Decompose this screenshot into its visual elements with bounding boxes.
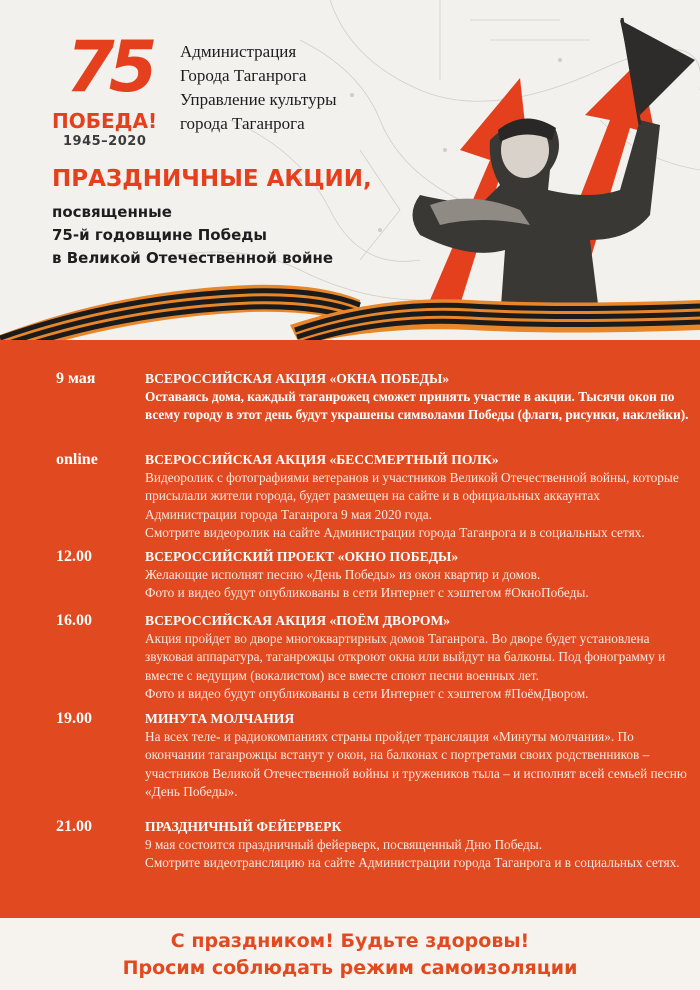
event-heading: МИНУТА МОЛЧАНИЯ: [145, 711, 295, 726]
event-time: 9 мая: [56, 370, 96, 387]
event-heading: ПРАЗДНИЧНЫЙ ФЕЙЕРВЕРК: [145, 819, 342, 834]
organizer-line: Города Таганрога: [180, 66, 307, 85]
event-note: Смотрите видеотрансляцию на сайте Администрации города Таганрога и в социальных сетях.: [145, 855, 680, 871]
event-heading: ВСЕРОССИЙСКАЯ АКЦИЯ «ПОЁМ ДВОРОМ»: [145, 613, 451, 628]
logo-number: 75: [66, 26, 152, 108]
victory-75-logo: [52, 22, 162, 152]
event-note: Смотрите видеоролик на сайте Администрации города Таганрога и в социальных сетях.: [145, 524, 645, 540]
event-time: 12.00: [56, 548, 92, 565]
event-time: 16.00: [56, 612, 92, 629]
footer-message: [0, 918, 700, 990]
event-note: Фото и видео будут опубликованы в сети Интернет с хэштегом #ОкноПобеды.: [145, 585, 589, 601]
page-subtitle: [52, 201, 333, 270]
event-time: 21.00: [56, 818, 92, 835]
event-description: Акция пройдет во дворе многоквартирных домов Таганрога. Во дворе будет установлена звуковая аппаратура, таганрожцы откроют окна или выйдут на балконы. Под фонограмму и вместе с ведущим (вокалистом) все вместе споют песни военных лет.: [145, 631, 666, 683]
event-content: [145, 612, 690, 703]
event-content: [145, 451, 690, 542]
event-content: [145, 710, 690, 801]
page-title: ПРАЗДНИЧНЫЕ АКЦИИ,: [52, 166, 372, 192]
subtitle-line: в Великой Отечественной войне: [52, 249, 333, 267]
event-heading: ВСЕРОССИЙСКИЙ ПРОЕКТ «ОКНО ПОБЕДЫ»: [145, 549, 459, 564]
organizer-line: Управление культуры: [180, 90, 337, 109]
logo-years: 1945–2020: [63, 134, 147, 149]
event-heading: ВСЕРОССИЙСКАЯ АКЦИЯ «ОКНА ПОБЕДЫ»: [145, 371, 450, 386]
organizer-block: [180, 40, 337, 136]
organizer-line: города Таганрога: [180, 114, 305, 133]
event-description: Оставаясь дома, каждый таганрожец сможет принять участие в акции. Тысячи окон по всему городу в этот день будут украшены символами Победы (флаги, рисунки, наклейки).: [145, 389, 689, 423]
event-description: Желающие исполнят песню «День Победы» из окон квартир и домов.: [145, 567, 541, 583]
event-heading: ВСЕРОССИЙСКАЯ АКЦИЯ «БЕССМЕРТНЫЙ ПОЛК»: [145, 452, 499, 467]
event-content: [145, 548, 690, 603]
event-description: На всех теле- и радиокомпаниях страны пройдет трансляция «Минуты молчания». По окончании таганрожцы встанут у окон, на балконах с портретами своих родственников – участников Великой Отечественной войны и тружеников тыла – и исполнят всей семьей песню «День Победы».: [145, 729, 687, 799]
event-time: online: [56, 451, 98, 468]
event-description: 9 мая состоится праздничный фейерверк, посвященный Дню Победы.: [145, 837, 543, 853]
event-content: [145, 818, 690, 873]
events-program: [0, 340, 700, 918]
event-description: Видеоролик с фотографиями ветеранов и участников Великой Отечественной войны, которые присылали жители города, будет размещен на сайте и в официальных аккаунтах Администрации города Таганрога 9 мая 2020 года.: [145, 470, 679, 522]
poster-header: [0, 0, 700, 360]
footer-notice: Просим соблюдать режим самоизоляции: [122, 957, 578, 979]
footer-greeting: С праздником! Будьте здоровы!: [170, 930, 530, 952]
event-note: Фото и видео будут опубликованы в сети Интернет с хэштегом #ПоёмДвором.: [145, 685, 589, 701]
organizer-line: Администрация: [180, 42, 297, 61]
logo-word: ПОБЕДА!: [52, 109, 158, 133]
event-content: [145, 370, 690, 425]
subtitle-line: посвященные: [52, 203, 172, 221]
event-time: 19.00: [56, 710, 92, 727]
subtitle-line: 75-й годовщине Победы: [52, 226, 267, 244]
